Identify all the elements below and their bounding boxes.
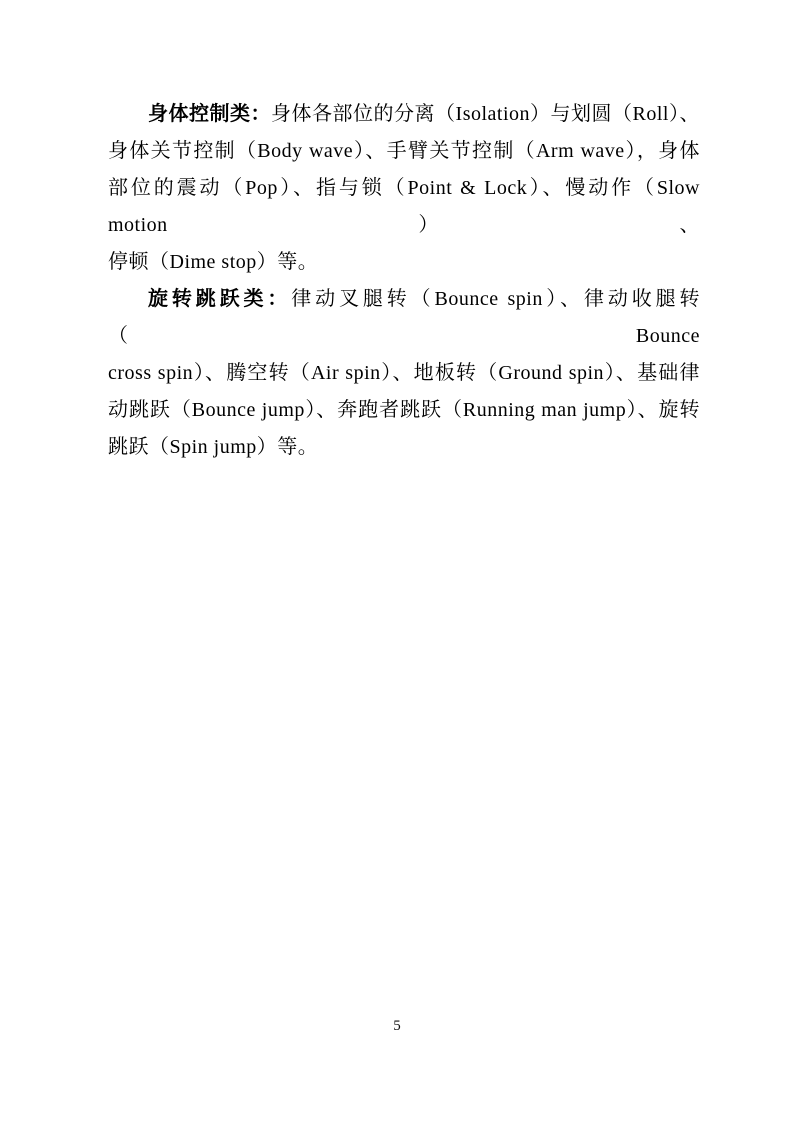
category-label: 旋转跳跃类： xyxy=(148,288,292,310)
page-number: 5 xyxy=(393,1018,401,1034)
text-segment: 部位的震动（Pop）、指与锁（Point & Lock）、慢动作（Slow motion）、 xyxy=(108,177,700,236)
text-line xyxy=(108,281,700,355)
text-segment: 跳跃（Spin jump）等。 xyxy=(108,436,319,458)
text-segment: 身体关节控制（Body wave）、手臂关节控制（Arm wave），身体 xyxy=(108,140,700,162)
text-segment: cross spin）、腾空转（Air spin）、地板转（Ground spin）、基础律 xyxy=(108,362,700,384)
text-line xyxy=(108,133,700,170)
text-line xyxy=(108,244,700,281)
text-segment: 身体各部位的分离（Isolation）与划圆（Roll）、 xyxy=(271,103,700,125)
text-line xyxy=(108,429,700,466)
text-segment: 律动叉腿转（Bounce spin）、律动收腿转（Bounce xyxy=(108,288,701,347)
text-segment: 停顿（Dime stop）等。 xyxy=(108,251,319,273)
page-footer xyxy=(0,1016,794,1036)
text-segment: 动跳跃（Bounce jump）、奔跑者跳跃（Running man jump）、旋转 xyxy=(108,399,700,421)
text-block xyxy=(108,96,700,466)
text-line xyxy=(108,170,700,244)
category-label: 身体控制类： xyxy=(148,103,272,125)
paragraph-spin-jump-category xyxy=(108,281,700,466)
text-line xyxy=(108,96,700,133)
text-line xyxy=(108,392,700,429)
paragraph-body-control-category xyxy=(108,96,700,281)
text-line xyxy=(108,355,700,392)
